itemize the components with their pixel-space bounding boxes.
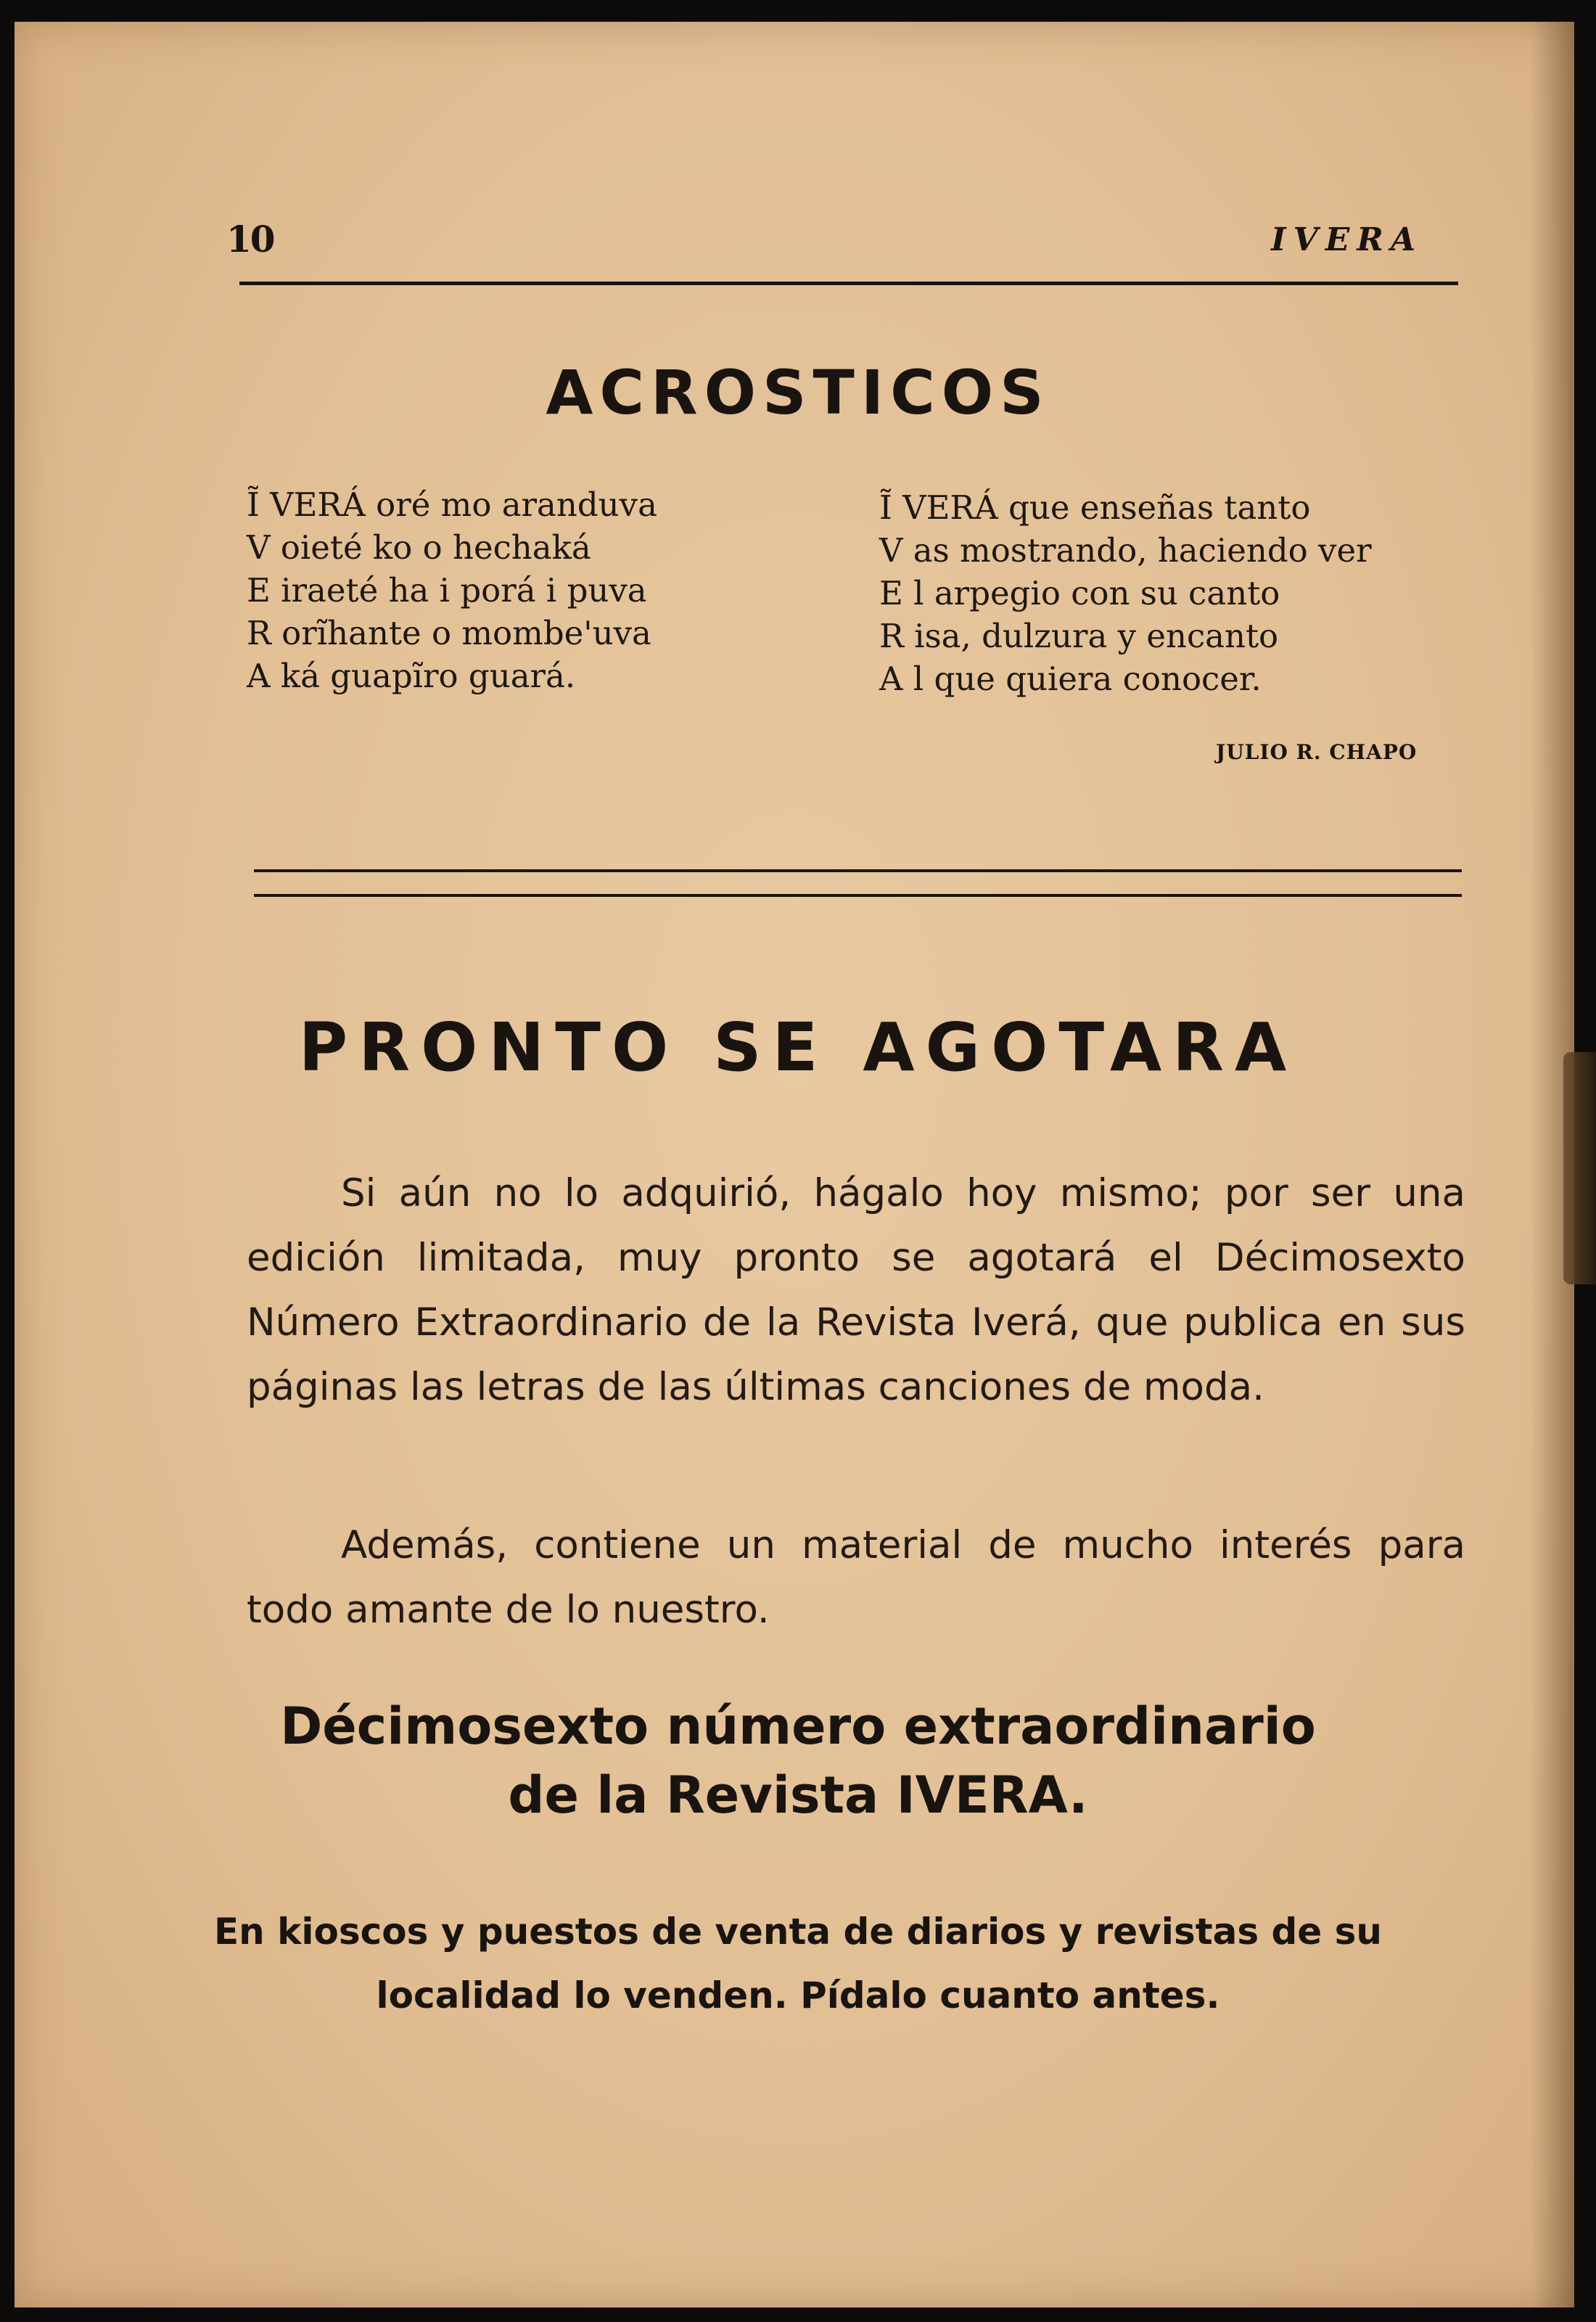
- ad-footer-line-1: En kioscos y puestos de venta de diarios y revistas de su: [214, 1911, 1382, 1953]
- guarani-acrostic: [247, 483, 657, 697]
- binding-thread: [1563, 1052, 1596, 1284]
- poem-line: V as mostrando, haciendo ver: [879, 531, 1372, 570]
- poem-line: R isa, dulzura y encanto: [879, 617, 1279, 655]
- ad-title: PRONTO SE AGOTARA: [298, 1009, 1298, 1086]
- section-divider-bottom: [254, 894, 1462, 897]
- poem-line: V oieté ko o hechaká: [247, 528, 591, 567]
- poem-line: E iraeté ha i porá i puva: [247, 571, 647, 610]
- acrosticos-title: ACROSTICOS: [546, 357, 1050, 428]
- ad-headline-line-2: de la Revista IVERA.: [508, 1765, 1088, 1825]
- header-rule: [239, 282, 1458, 285]
- poem-line: Ĩ VERÁ oré mo aranduva: [247, 485, 657, 524]
- spanish-acrostic: [879, 486, 1372, 700]
- ad-headline-line-1: Décimosexto número extraordinario: [280, 1697, 1316, 1756]
- ad-paragraph-1: Si aún no lo adquirió, hágalo hoy mismo; por ser una edición limitada, muy pronto se agotará el Décimosexto Número Extraordinario de la Revista Iverá, que publica en sus páginas las letras de las últimas canciones de moda.: [247, 1171, 1465, 1409]
- poem-line: Ĩ VERÁ que enseñas tanto: [879, 488, 1311, 527]
- ad-paragraph-2: Además, contiene un material de mucho interés para todo amante de lo nuestro.: [247, 1523, 1465, 1632]
- poem-author: JULIO R. CHAPO: [1216, 740, 1418, 764]
- running-title: IVERA: [1271, 221, 1423, 258]
- poem-line: R orĩhante o mombe'uva: [247, 614, 651, 652]
- poem-line: A ká guapĩro guará.: [247, 657, 576, 695]
- poem-line: E l arpegio con su canto: [879, 574, 1280, 612]
- page-number: 10: [226, 218, 274, 260]
- poem-line: A l que quiera conocer.: [879, 660, 1262, 698]
- ad-footer-line-2: localidad lo venden. Pídalo cuanto antes.: [376, 1974, 1220, 2017]
- section-divider-top: [254, 869, 1462, 872]
